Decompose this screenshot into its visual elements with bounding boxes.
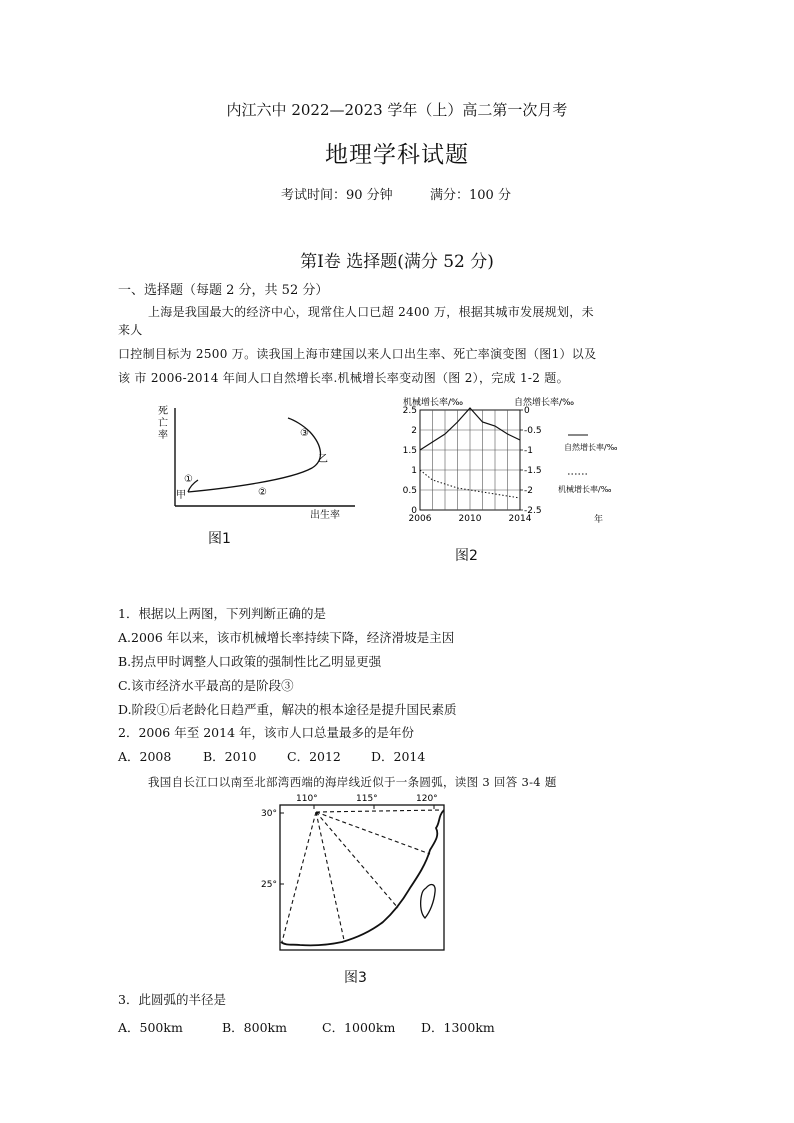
fig3-taiwan-island [421,885,435,918]
fig1-ylabel-3: 率 [158,430,168,441]
question-2: 2．2006 年至 2014 年，该市人口总量最多的是年份 [118,725,414,740]
fig1-stage1: ① [184,474,193,485]
fig1-diagram [150,400,370,520]
intro1-line1: 上海是我国最大的经济中心，现常住人口已超 2400 万，根据其城市发展规划，未 [148,305,594,319]
question-2-option-b: B．2010 [203,749,257,764]
fig2-left-tick: 0 [411,506,417,516]
exam-school-title: 内江六中 2022—2023 学年（上）高二第一次月考 [226,101,568,119]
fig3-radius-2 [316,812,430,854]
fig2-x-tick: 2010 [458,514,482,524]
fig2-left-title: 机械增长率/‰ [403,398,464,408]
full-score: 满分：100 分 [430,188,511,203]
question-3-option-a: A．500km [118,1020,183,1035]
section-title: 第Ⅰ卷 选择题(满分 52 分) [300,252,494,272]
question-2-option-d: D．2014 [371,749,426,764]
fig2-right-title: 自然增长率/‰ [514,398,575,408]
question-2-option-c: C．2012 [287,749,341,764]
fig3-caption: 图3 [344,970,367,986]
fig2-left-tick: 1.5 [402,446,417,456]
fig3-frame [280,805,444,950]
fig1-caption: 图1 [208,531,231,547]
question-1-option-d: D.阶段①后老龄化日趋严重，解决的根本途径是提升国民素质 [118,702,457,717]
question-1-option-c: C.该市经济水平最高的是阶段③ [118,678,294,693]
fig3-coastline [281,810,444,945]
fig2-legend-mechanical: 机械增长率/‰ [558,485,612,494]
fig2-left-tick: 1 [411,466,417,476]
fig3-lon-120: 120° [416,794,438,804]
fig3-radius-3 [316,812,398,908]
fig3-lon-115: 115° [356,794,378,804]
fig3-lon-110: 110° [296,794,318,804]
question-1: 1．根据以上两图，下列判断正确的是 [118,606,326,621]
fig2-year-suffix: 年 [594,515,604,525]
fig2-right-tick: -2.5 [524,506,542,516]
question-1-option-b: B.拐点甲时调整人口政策的强制性比乙明显更强 [118,654,382,669]
fig2-left-tick: 0.5 [402,486,417,496]
fig1-point-start: 甲 [176,490,186,501]
fig1-ylabel-2: 亡 [158,418,168,429]
intro1-line4: 该 市 2006-2014 年间人口自然增长率.机械增长率变动图（图 2），完成 1-2 题。 [118,371,569,385]
fig2-left-tick: 2.5 [402,406,417,416]
fig3-radius-4 [316,812,344,940]
fig1-point-turn: 乙 [318,454,328,465]
fig2-legend-natural: 自然增长率/‰ [564,443,618,452]
fig1-xlabel: 出生率 [310,510,340,520]
intro1-line2: 来人 [118,323,143,337]
subject-title: 地理学科试题 [325,142,469,168]
fig3-radius-5 [282,812,316,942]
fig2-ticks [403,406,542,524]
fig1-ylabel-1: 死 [158,406,168,417]
question-3: 3．此圆弧的半径是 [118,992,226,1007]
fig2-right-tick: -1 [524,446,533,456]
fig2-chart [398,392,628,532]
fig2-caption: 图2 [455,548,478,564]
question-3-option-c: C．1000km [322,1020,396,1035]
fig2-right-tick: -2 [524,486,533,496]
fig3-lat-25: 25° [261,880,277,890]
fig3-radius-1 [316,810,442,812]
fig2-grid [420,410,520,510]
intro2: 我国自长江口以南至北部湾西端的海岸线近似于一条圆弧，读图 3 回答 3-4 题 [148,775,557,789]
fig3-map [258,788,458,958]
fig3-lat-30: 30° [261,809,277,819]
question-3-option-d: D．1300km [421,1020,495,1035]
fig1-stage3: ③ [300,428,309,439]
fig1-stage2: ② [258,487,267,498]
exam-time: 考试时间：90 分钟 [281,188,393,203]
question-2-option-a: A．2008 [118,749,172,764]
question-1-option-a: A.2006 年以来，该市机械增长率持续下降，经济滑坡是主因 [118,630,455,645]
fig2-left-tick: 2 [411,426,417,436]
fig2-x-tick: 2014 [508,514,532,524]
fig2-right-tick: 0 [524,406,530,416]
question-3-option-b: B．800km [222,1020,287,1035]
part-heading: 一、选择题（每题 2 分，共 52 分） [118,283,329,298]
fig2-x-tick: 2006 [408,514,432,524]
fig2-right-tick: -0.5 [524,426,542,436]
intro1-line3: 口控制目标为 2500 万。读我国上海市建国以来人口出生率、死亡率演变图（图1）以及 [118,347,597,361]
fig2-right-tick: -1.5 [524,466,542,476]
